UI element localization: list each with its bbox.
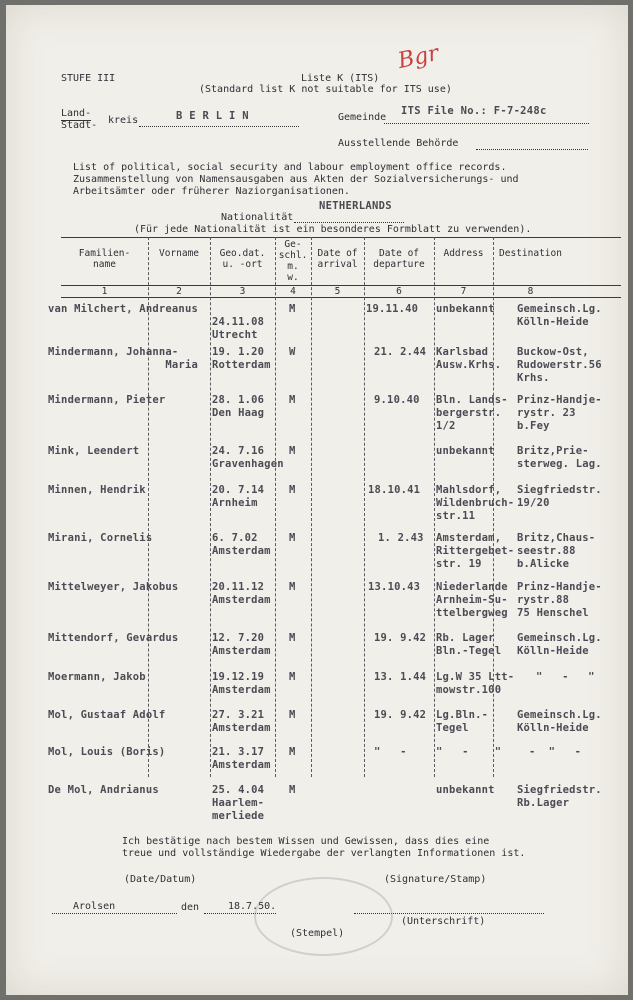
- description-en: List of political, social security and labour employment office records.: [73, 162, 507, 173]
- col-header-geburt: Geo.dat. u. -ort: [219, 248, 266, 270]
- sex: M: [289, 484, 296, 496]
- handwritten-annotation: Bgr: [395, 41, 441, 74]
- sex: M: [289, 445, 296, 457]
- family-name: Mindermann, Johanna- Maria: [48, 346, 198, 371]
- gemeinde-label: Gemeinde: [338, 112, 387, 123]
- departure-date: 21. 2.44: [374, 346, 427, 358]
- kreis-label: kreis: [108, 115, 139, 126]
- destination: Prinz-Handje- rystr. 23 b.Fey: [517, 394, 602, 432]
- address: Niederlande Arnheim-Su- ttelbergweg: [436, 581, 508, 619]
- sex: M: [289, 303, 296, 315]
- family-name: Mol, Louis (Boris): [48, 746, 166, 758]
- family-name: Moermann, Jakob: [48, 671, 146, 683]
- destination: Gemeinsch.Lg. Kölln-Heide: [517, 709, 602, 734]
- birth-date-place: 19.12.19 Amsterdam: [212, 671, 271, 696]
- kreis-value: B E R L I N: [176, 110, 249, 122]
- destination: Buckow-Ost, Rudowerstr.56 Krhs.: [517, 346, 602, 384]
- departure-date: 13. 1.44: [374, 671, 427, 683]
- address: unbekannt: [436, 445, 495, 457]
- address: Rb. Lager Bln.-Tegel: [436, 632, 502, 657]
- departure-date: 9.10.40: [374, 394, 420, 406]
- unterschrift-label: (Unterschrift): [401, 916, 486, 927]
- document-page: [6, 5, 628, 995]
- departure-date: 19.11.40: [366, 303, 419, 315]
- birth-date-place: 28. 1.06 Den Haag: [212, 394, 265, 419]
- sex: M: [289, 671, 296, 683]
- col-header-destination: Destination: [499, 248, 562, 259]
- departure-date: " -: [374, 746, 407, 758]
- destination: Gemeinsch.Lg. Kölln-Heide: [517, 303, 602, 328]
- family-name: Minnen, Hendrik: [48, 484, 146, 496]
- col-number-2: 2: [176, 286, 182, 297]
- family-name: De Mol, Andrianus: [48, 784, 159, 796]
- family-name: Mirani, Cornelis: [48, 532, 153, 544]
- col-number-4: 4: [290, 286, 296, 297]
- destination: Siegfriedstr. Rb.Lager: [517, 784, 602, 809]
- nationality-label: Nationalität: [221, 212, 294, 223]
- col-header-departure: Date of departure: [373, 248, 425, 270]
- address: Amsterdam, Rittergebet- str. 19: [436, 532, 515, 570]
- departure-date: 1. 2.43: [378, 532, 424, 544]
- date-label: (Date/Datum): [124, 874, 197, 885]
- its-file-number: ITS File No.: F-7-248c: [401, 105, 547, 117]
- certification-line-2: treue und vollständige Wiedergabe der verlangten Informationen ist.: [122, 848, 526, 859]
- date-value: 18.7.50.: [228, 901, 277, 912]
- departure-date: 13.10.43: [368, 581, 421, 593]
- stamp-seal: [254, 877, 393, 956]
- ausstellende-label: Ausstellende Behörde: [338, 138, 459, 149]
- col-header-address: Address: [443, 248, 484, 259]
- sex: W: [289, 346, 296, 358]
- address: Lg.W 35 Ltt- mowstr.100: [436, 671, 515, 696]
- col-header-vorname: Vorname: [158, 248, 200, 259]
- family-name: van Milchert, Andreanus: [48, 303, 198, 315]
- sex: M: [289, 532, 296, 544]
- family-name: Mindermann, Pieter: [48, 394, 166, 406]
- sex: M: [289, 746, 296, 758]
- birth-date-place: 24. 7.16 Gravenhagen: [212, 445, 284, 470]
- birth-date-place: 24.11.08 Utrecht: [212, 316, 265, 341]
- nationality-note: (Für jede Nationalität ist ein besonderes Formblatt zu verwenden).: [134, 224, 532, 235]
- departure-date: 19. 9.42: [374, 632, 427, 644]
- destination: Britz,Chaus- seestr.88 b.Alicke: [517, 532, 596, 570]
- land-label: Land-: [61, 108, 92, 119]
- destination: " - ": [536, 671, 595, 683]
- birth-date-place: 25. 4.04 Haarlem- merliede: [212, 784, 265, 822]
- sex: M: [289, 784, 296, 796]
- description-de-1: Zusammenstellung von Namensausgaben aus Akten der Sozialversicherungs- und: [73, 174, 519, 185]
- destination: Siegfriedstr. 19/20: [517, 484, 602, 509]
- address: unbekannt: [436, 784, 495, 796]
- col-number-3: 3: [239, 286, 246, 297]
- liste-title: Liste K (ITS): [301, 73, 380, 84]
- sex: M: [289, 632, 296, 644]
- departure-date: 19. 9.42: [374, 709, 427, 721]
- col-number-5: 5: [334, 286, 341, 297]
- col-number-6: 6: [396, 286, 402, 297]
- address: Bln. Lands- bergerstr. 1/2: [436, 394, 508, 432]
- liste-subtitle: (Standard list K not suitable for ITS use): [199, 84, 452, 95]
- birth-date-place: 19. 1.20 Rotterdam: [212, 346, 271, 371]
- birth-date-place: 20. 7.14 Arnheim: [212, 484, 265, 509]
- description-de-2: Arbeitsämter oder früherer Naziorganisationen.: [73, 186, 350, 197]
- family-name: Mittendorf, Gevardus: [48, 632, 179, 644]
- sex: M: [289, 709, 296, 721]
- sex: M: [289, 394, 296, 406]
- col-number-7: 7: [460, 286, 467, 297]
- address: unbekannt: [436, 303, 495, 315]
- stempel-label: (Stempel): [290, 928, 345, 939]
- place-value: Arolsen: [73, 901, 116, 912]
- birth-date-place: 6. 7.02 Amsterdam: [212, 532, 271, 557]
- destination: Gemeinsch.Lg. Kölln-Heide: [517, 632, 602, 657]
- destination: Prinz-Handje- rystr.88 75 Henschel: [517, 581, 602, 619]
- destination: - " -: [529, 746, 582, 758]
- address: " - ": [436, 746, 502, 758]
- sex: M: [289, 581, 296, 593]
- family-name: Mittelweyer, Jakobus: [48, 581, 179, 593]
- address: Karlsbad Ausw.Krhs.: [436, 346, 502, 371]
- col-header-geschlecht: Ge- schl. m. w.: [278, 239, 308, 283]
- destination: Britz,Prie- sterweg. Lag.: [517, 445, 602, 470]
- col-header-familienname: Familien- name: [78, 248, 131, 270]
- col-number-8: 8: [527, 286, 534, 297]
- col-header-arrival: Date of arrival: [317, 248, 358, 270]
- stadt-label: Stadt-: [61, 120, 98, 131]
- family-name: Mol, Gustaaf Adolf: [48, 709, 166, 721]
- certification-line-1: Ich bestätige nach bestem Wissen und Gewissen, dass dies eine: [122, 836, 490, 847]
- birth-date-place: 27. 3.21 Amsterdam: [212, 709, 271, 734]
- address: Lg.Bln.- Tegel: [436, 709, 489, 734]
- den-label: den: [181, 902, 200, 913]
- birth-date-place: 12. 7.20 Amsterdam: [212, 632, 271, 657]
- birth-date-place: 20.11.12 Amsterdam: [212, 581, 271, 606]
- family-name: Mink, Leendert: [48, 445, 140, 457]
- address: Mahlsdorf, Wildenbruch- str.11: [436, 484, 515, 522]
- departure-date: 18.10.41: [368, 484, 421, 496]
- signature-label: (Signature/Stamp): [384, 874, 487, 885]
- stufe-label: STUFE III: [61, 73, 116, 84]
- birth-date-place: 21. 3.17 Amsterdam: [212, 746, 271, 771]
- col-number-1: 1: [101, 286, 108, 297]
- nationality-value: NETHERLANDS: [319, 200, 392, 212]
